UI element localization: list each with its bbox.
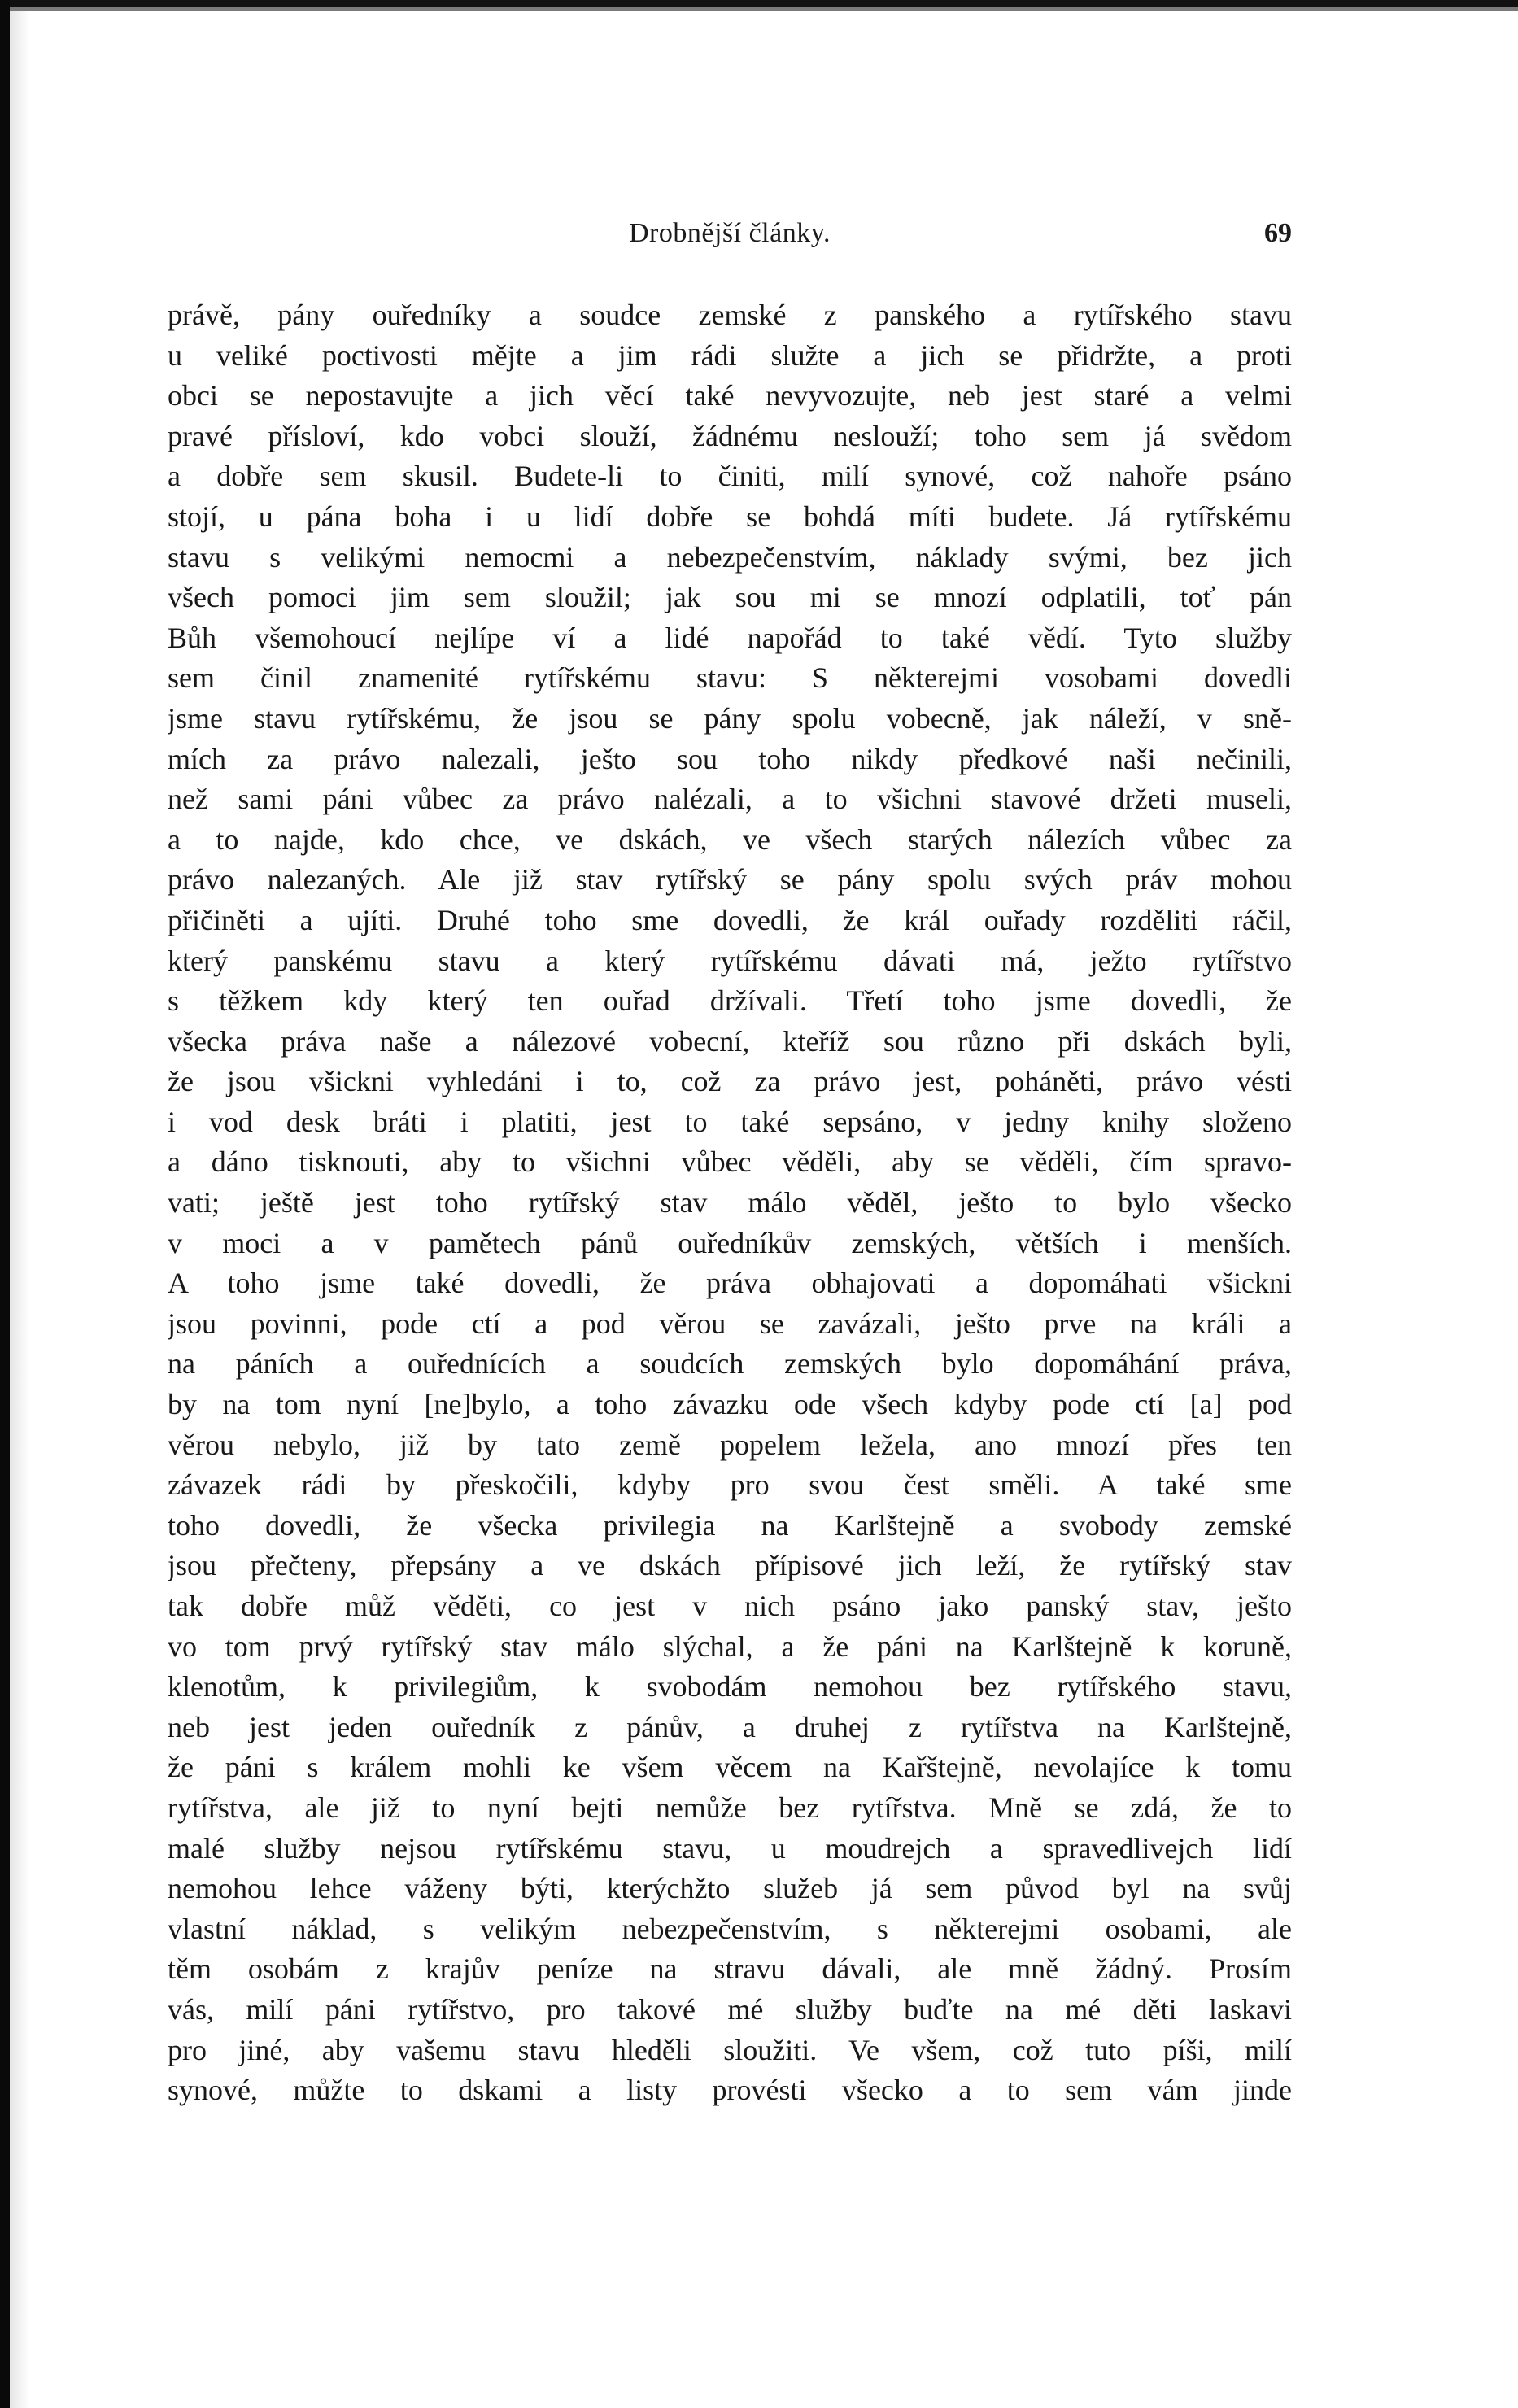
- text-line: těm osobám z krajův peníze na stravu dávali, ale mně žádný. Prosím: [168, 1952, 1292, 1986]
- text-line: jsou povinni, pode ctí a pod věrou se zavázali, ješto prve na králi a: [168, 1307, 1292, 1340]
- text-line: přičiněti a ujíti. Druhé toho sme dovedli, že král ouřady rozděliti ráčil,: [168, 903, 1292, 936]
- text-line: by na tom nyní [ne]bylo, a toho závazku ode všech kdyby pode ctí [a] pod: [168, 1388, 1292, 1421]
- text-line: věrou nebylo, již by tato země popelem ležela, ano mnozí přes ten: [168, 1428, 1292, 1461]
- text-line: i vod desk bráti i platiti, jest to také sepsáno, v jedny knihy složeno: [168, 1105, 1292, 1138]
- page-header: [168, 218, 1292, 257]
- text-line: že páni s králem mohli ke všem věcem na Kařštejně, nevolajíce k tomu: [168, 1751, 1292, 1784]
- scan-edge-left: [0, 0, 10, 2408]
- text-line: s těžkem kdy který ten ouřad držívali. Třetí toho jsme dovedli, že: [168, 984, 1292, 1018]
- scan-shadow: [10, 11, 29, 2408]
- text-line: na páních a ouřednících a soudcích zemských bylo dopomáhání práva,: [168, 1347, 1292, 1381]
- text-line: neb jest jeden ouředník z pánův, a druhej z rytířstva na Karlštejně,: [168, 1710, 1292, 1743]
- text-line: mích za právo nalezali, ješto sou toho nikdy předkové naši nečinili,: [168, 742, 1292, 775]
- text-line: stavu s velikými nemocmi a nebezpečenstvím, náklady svými, bez jich: [168, 540, 1292, 574]
- text-line: synové, můžte to dskami a listy provésti všecko a to sem vám jinde: [168, 2074, 1292, 2107]
- text-line: a dáno tisknouti, aby to všichni vůbec věděli, aby se věděli, čím spravo-: [168, 1145, 1292, 1179]
- text-line: jsme stavu rytířskému, že jsou se pány spolu vobecně, jak náleží, v sně-: [168, 701, 1292, 735]
- text-line: že jsou všickni vyhledáni i to, což za právo jest, poháněti, právo vésti: [168, 1065, 1292, 1098]
- text-line: jsou přečteny, přepsány a ve dskách přípisové jich leží, že rytířský stav: [168, 1549, 1292, 1582]
- scan-edge-top-fade: [0, 7, 1518, 11]
- page-number: 69: [1264, 218, 1292, 248]
- running-title: Drobnější články.: [628, 218, 831, 248]
- text-line: klenotům, k privilegiům, k svobodám nemohou bez rytířského stavu,: [168, 1670, 1292, 1703]
- text-line: sem činil znamenité rytířskému stavu: S některejmi vosobami dovedli: [168, 661, 1292, 695]
- text-line: malé služby nejsou rytířskému stavu, u moudrejch a spravedlivejch lidí: [168, 1831, 1292, 1865]
- text-line: v moci a v pamětech pánů ouředníkův zemských, větších i menších.: [168, 1226, 1292, 1259]
- text-line: právo nalezaných. Ale již stav rytířský se pány spolu svých práv mohou: [168, 863, 1292, 896]
- text-line: a to najde, kdo chce, ve dskách, ve všech starých nálezích vůbec za: [168, 822, 1292, 856]
- text-line: právě, pány ouředníky a soudce zemské z panského a rytířského stavu: [168, 299, 1292, 331]
- text-line: závazek rádi by přeskočili, kdyby pro svou čest směli. A také sme: [168, 1468, 1292, 1502]
- text-line: a dobře sem skusil. Budete-li to činiti, milí synové, což nahoře psáno: [168, 460, 1292, 493]
- text-line: vati; ještě jest toho rytířský stav málo věděl, ješto to bylo všecko: [168, 1186, 1292, 1219]
- text-line: rytířstva, ale již to nyní bejti nemůže bez rytířstva. Mně se zdá, že to: [168, 1791, 1292, 1824]
- body-text: [168, 295, 1292, 2111]
- text-line: tak dobře můž věděti, co jest v nich psáno jako panský stav, ješto: [168, 1590, 1292, 1622]
- text-line: stojí, u pána boha i u lidí dobře se bohdá míti budete. Já rytířskému: [168, 499, 1292, 533]
- text-line: pravé přísloví, kdo vobci slouží, žádnému neslouží; toho sem já svědom: [168, 419, 1292, 452]
- scan-edge-top: [0, 0, 1518, 7]
- text-line: u veliké poctivosti mějte a jim rádi služte a jich se přidržte, a proti: [168, 338, 1292, 372]
- text-line: nemohou lehce váženy býti, kterýchžto služeb já sem původ byl na svůj: [168, 1872, 1292, 1905]
- text-line: pro jiné, aby vašemu stavu hleděli sloužiti. Ve všem, což tuto píši, milí: [168, 2033, 1292, 2066]
- text-line: který panskému stavu a který rytířskému dávati má, ježto rytířstvo: [168, 944, 1292, 977]
- text-line: všecka práva naše a nálezové vobecní, kteříž sou různo při dskách byli,: [168, 1024, 1292, 1058]
- text-line: vás, milí páni rytířstvo, pro takové mé služby buďte na mé děti laskavi: [168, 1992, 1292, 2026]
- text-line: než sami páni vůbec za právo nalézali, a to všichni stavové držeti museli,: [168, 783, 1292, 816]
- text-line: všech pomoci jim sem sloužil; jak sou mi se mnozí odplatili, toť pán: [168, 581, 1292, 614]
- text-line: toho dovedli, že všecka privilegia na Karlštejně a svobody zemské: [168, 1508, 1292, 1542]
- text-line: obci se nepostavujte a jich věcí také nevyvozujte, neb jest staré a velmi: [168, 379, 1292, 412]
- text-line: Bůh všemohoucí nejlípe ví a lidé napořád to také vědí. Tyto služby: [168, 621, 1292, 654]
- text-line: A toho jsme také dovedli, že práva obhajovati a dopomáhati všickni: [168, 1267, 1292, 1300]
- text-line: vlastní náklad, s velikým nebezpečenstvím, s některejmi osobami, ale: [168, 1912, 1292, 1945]
- text-line: vo tom prvý rytířský stav málo slýchal, a že páni na Karlštejně k koruně,: [168, 1629, 1292, 1663]
